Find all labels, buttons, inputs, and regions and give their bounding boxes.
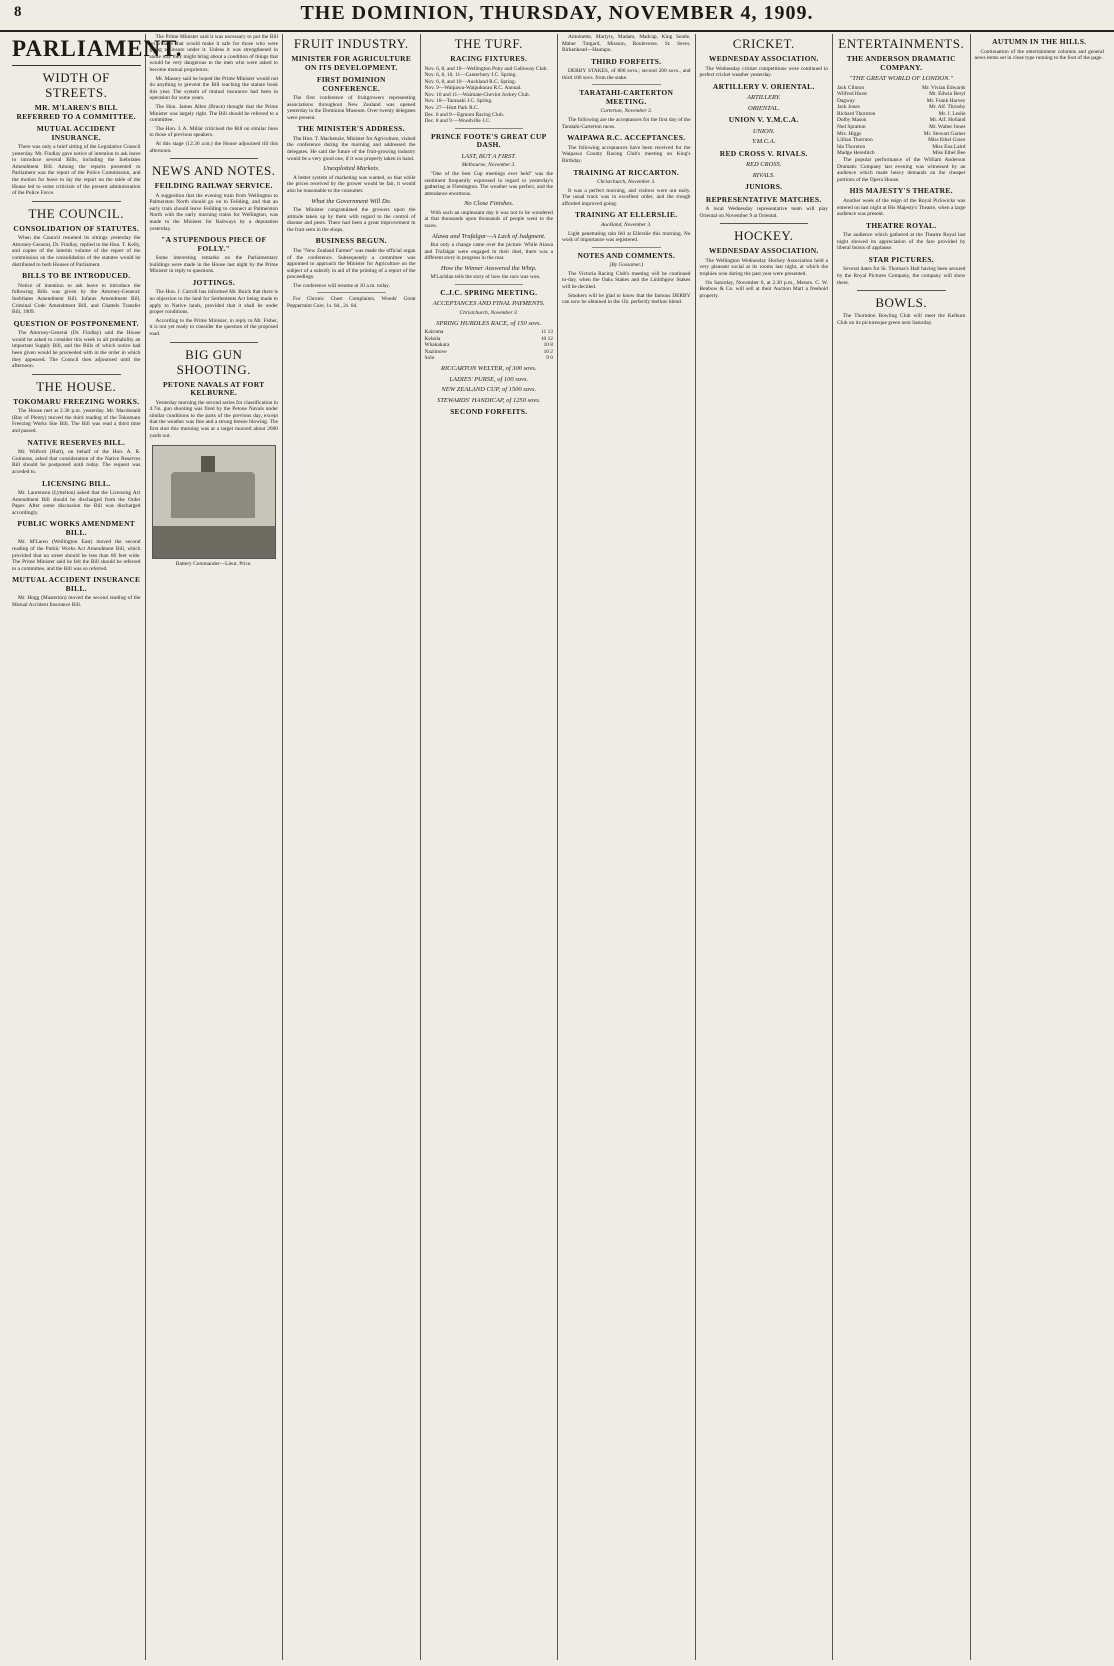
article-paragraph: The popular performance of the William Anderson Dramatic Company last evening was witnessed by an audience which made heavy demands on the cheaper portions of the Opera House. bbox=[837, 157, 966, 183]
fixture-item: Dec. 8 and 9.—Woodville J.C. bbox=[424, 118, 491, 125]
divider bbox=[592, 84, 661, 85]
team-name: RIVALS. bbox=[752, 171, 775, 179]
article-paragraph: There was only a brief sitting of the Legislative Council yesterday. Mr. Findlay gave notice of intention to ask leave to introduce several Bills, including the Inebriates Amendment Bill. Among the reports presented to Parliament was the report of the Police Commission, and the motion for leave to lay the report on the table of the House led to some criticism of the present administration of the Police Force. bbox=[12, 144, 141, 197]
divider bbox=[857, 290, 946, 291]
battery-photo bbox=[152, 445, 277, 559]
article-paragraph: At this stage (12.30 a.m.) the House adjourned till this afternoon. bbox=[149, 140, 278, 154]
team-name: ORIENTAL. bbox=[748, 104, 780, 112]
article-paragraph: When the Council resumed its sittings yesterday the Attorney-General, Dr. Findlay, replied to the Hon. T. Kelly, and copies of the interim volume of the report of the commission on the consolidation of the statutes would be distributed to both Houses of Parliament. bbox=[12, 235, 141, 268]
column-fruit-industry bbox=[283, 34, 421, 1660]
divider bbox=[592, 247, 661, 248]
fixture-item: Nov. 10 and 11—Waimate-Cheviot Jockey Club. bbox=[424, 91, 530, 98]
dateline: Melbourne, November 3. bbox=[461, 162, 516, 169]
race-title: LADIES' PURSE, of 100 sovs. bbox=[449, 375, 529, 383]
article-paragraph: The first conference of fruitgrowers representing associations throughout New Zealand was opened yesterday in the Dominion Museum. Over twenty delegates were present. bbox=[287, 95, 416, 121]
divider bbox=[317, 292, 386, 293]
column-continued bbox=[971, 34, 1109, 1660]
race-title: STEWARDS' HANDICAP, of 1250 sovs. bbox=[437, 396, 541, 404]
advertisement: On Saturday, November 6, at 2.30 p.m., Messrs. C. W. Benbow & Co. will sell at their Auction Mart a freehold property. bbox=[699, 279, 828, 299]
advertisement: Smokers will be glad to know that the famous DERBY can now be obtained in the 1lb. perfectly mellow blend. bbox=[562, 292, 691, 306]
article-paragraph: Mr. Massey said he hoped the Prime Minister would not do anything to prevent the Bill reaching the statute book this year. The system of mutual insurance had been in operation for some years. bbox=[149, 75, 278, 102]
match-title: RED CROSS V. RIVALS. bbox=[719, 148, 808, 158]
article-paragraph: M'Lachlan tells the story of how the race was won. bbox=[430, 274, 541, 281]
column-parliament-continued bbox=[146, 34, 284, 1660]
subhead-native-reserves: NATIVE RESERVES BILL. bbox=[27, 437, 126, 447]
subhead-consolidation: CONSOLIDATION OF STATUTES. bbox=[13, 223, 140, 233]
fixture-item: Nov. 18—Taranaki J.C. Spring. bbox=[424, 98, 493, 105]
team-name: Y.M.C.A. bbox=[752, 138, 776, 146]
subhead-second-forfeits: SECOND FORFEITS. bbox=[450, 407, 528, 417]
subhead-prince-foote: PRINCE FOOTE'S GREAT CUP DASH. bbox=[431, 131, 547, 150]
subhead-public-works: PUBLIC WORKS AMENDMENT BILL. bbox=[17, 519, 136, 537]
team-name: RED CROSS. bbox=[746, 161, 782, 169]
divider bbox=[720, 223, 809, 224]
subhead-bill-referred: MR. M'LAREN'S BILL REFERRED TO A COMMITTEE. bbox=[16, 103, 136, 121]
article-paragraph: A local Wednesday representative team will play Oriental on November 9 at Oriental. bbox=[699, 206, 828, 219]
masthead bbox=[0, 0, 1114, 32]
subhead-taratahi: TARATAHI-CARTERTON MEETING. bbox=[579, 88, 674, 106]
column-parliament bbox=[8, 34, 183, 1660]
divider bbox=[32, 374, 121, 375]
subhead-stupendous: "A STUPENDOUS PIECE OF FOLLY." bbox=[161, 235, 267, 253]
fixture-item: Nov. 27—Hutt Park R.C. bbox=[424, 105, 479, 112]
list-item: Madge Hereditch Miss Ethel Bee bbox=[837, 150, 966, 157]
list-item: Ida Thornton Miss Ena Laird bbox=[837, 143, 966, 150]
subhead-racing-fixtures: RACING FIXTURES. bbox=[450, 54, 528, 63]
article-paragraph: Some interesting remarks on the Parliamentary buildings were made in the House last night by the Prime Minister in reply to questions. bbox=[149, 255, 278, 275]
subhead-autumn: AUTUMN IN THE HILLS. bbox=[992, 37, 1087, 46]
article-paragraph: Yesterday morning the second series for classification in 4.7in. gun shooting was fired by the Petone Navals under similar conditions to the parts of the previous day, except that the weather was fine and a strong breeze blowing. The first shot this morning was at a target moored about 2000 yards out. bbox=[149, 399, 278, 439]
article-paragraph: Notice of intention to ask leave to introduce the following Bills was given by the Attorney-General: Inebriates Amendment Bill, Infants Amendment Bill, Criminal Code Amendment Bill, and Chattels Transfer Bill, 1909. bbox=[12, 282, 141, 316]
article-paragraph: Antoinette, Martyrs, Madam, Madcap, King Seatle, Maher Tutgard, Mission, Bouleverse, St. Sever, Birkenhead—Hautapu. bbox=[562, 34, 691, 54]
subhead-no-close-finishes: No Close Finishes. bbox=[464, 200, 514, 208]
article-paragraph: A better system of marketing was wanted, so that while the prices received by the grower would be fair, it would also be reasonable to the consumer. bbox=[287, 174, 416, 194]
team-name: ARTILLERY. bbox=[747, 94, 781, 102]
list-item: Dolby Mason Mr. Alf. Holland bbox=[837, 117, 966, 124]
list-item: Dagway Mr. Frank Harvey bbox=[837, 97, 966, 104]
article-paragraph: The Wellington Wednesday Hockey Association held a very pleasant social at its rooms last night, at which the trophies won during the past year were presented. bbox=[699, 257, 828, 278]
headline-the-council: THE COUNCIL. bbox=[28, 205, 125, 221]
subhead-his-majestys: HIS MAJESTY'S THEATRE. bbox=[849, 186, 953, 196]
column-turf-continued bbox=[558, 34, 696, 1660]
subhead-unexploited-markets: Unexploited Markets. bbox=[323, 165, 380, 173]
hurdles-table bbox=[425, 329, 554, 362]
article-paragraph: Mr. Laurenson (Lyttelton) asked that the Licensing Act Amendment Bill should be discharged from the Order Paper. After some discussion the Bill was discharged accordingly. bbox=[12, 490, 141, 516]
article-paragraph: Several dates for St. Thomas's Hall having been secured by the Royal Pictures Company, the company will show there. bbox=[837, 266, 966, 286]
article-paragraph: The audience which gathered at the Theatre Royal last night showed its appreciation of the fare provided by liberal bursts of applause. bbox=[837, 232, 966, 252]
article-paragraph: DERBY STAKES, of 800 sovs.; second 200 sovs., and third 100 sovs. from the stake. bbox=[562, 68, 691, 81]
subhead-representative: REPRESENTATIVE MATCHES. bbox=[705, 194, 822, 204]
column-the-turf bbox=[421, 34, 559, 1660]
subhead-last-but-first: LAST, BUT A FIRST. bbox=[461, 152, 516, 160]
headline-cricket: CRICKET. bbox=[732, 36, 795, 51]
list-item: Ned Spratton Mr. Walter Jones bbox=[837, 124, 966, 131]
subhead-hockey-wednesday: WEDNESDAY ASSOCIATION. bbox=[708, 246, 819, 256]
race-title: NEW ZEALAND CUP, of 1500 sovs. bbox=[441, 386, 537, 394]
headline-fruit-industry: FRUIT INDUSTRY. bbox=[293, 36, 409, 51]
divider bbox=[170, 158, 259, 159]
headline-the-house: THE HOUSE. bbox=[36, 378, 117, 394]
article-paragraph: Mr. M'Laren (Wellington East) moved the second reading of the Public Works Act Amendment Bill, which provided that no street should be less than 66 feet wide. The Prime Minister said he felt the Bill should be referred to a committee, and the Bill was so referred. bbox=[12, 539, 141, 572]
subhead-alawa-trafalgar: Alawa and Trafalgar—A Lack of Judgment. bbox=[431, 232, 546, 240]
article-paragraph: The Hon. J. Carroll has informed Mr. Buick that there is no objection to the land for Settlements Act being made to apply to Native lands, provided that it shall be under proper conditions. bbox=[149, 289, 278, 316]
article-paragraph: The Minister congratulated the growers upon the attitude taken up by them with regard to the control of disease and pests. There had been a great improvement in the fruit seen in the shops. bbox=[287, 207, 416, 233]
article-paragraph: The Wednesday cricket competitions were continued in perfect cricket weather yesterday. bbox=[699, 65, 828, 79]
subhead-cjc-spring: C.J.C. SPRING MEETING. bbox=[440, 287, 538, 297]
fixture-item: Dec. 8 and 9—Egmont Racing Club. bbox=[424, 111, 504, 118]
article-paragraph: The Attorney-General (Dr. Findlay) said the House would be asked to consider this week in all probability an important Supply Bill, and the Bills of which notice had been given would be proceeded with in the order in which they appeared. The Council then adjourned until the afternoon. bbox=[12, 330, 141, 370]
race-title: RICCARTON WELTER, of 300 sovs. bbox=[441, 365, 537, 373]
divider bbox=[32, 201, 121, 202]
divider bbox=[455, 284, 524, 285]
list-item: Jack Jones Mr. Alf. Throsby bbox=[837, 104, 966, 111]
advertisement: For Chronic Chest Complaints, Woods' Great Peppermint Cure, 1s. 6d., 2s. 6d. bbox=[287, 296, 416, 310]
headline-hockey: HOCKEY. bbox=[734, 228, 794, 244]
dateline: Christchurch, November 3. bbox=[597, 179, 656, 186]
article-paragraph: A suggestion that the evening train from Wellington to Palmerston North should go on to Feilding, and that an early train should leave Feilding to connect at Palmerston North with the early morning trains for Wellington, was made to the Minister for Railways by a deputation yesterday. bbox=[149, 192, 278, 232]
subhead-licensing: LICENSING BILL. bbox=[42, 478, 111, 488]
article-paragraph: According to the Prime Minister, in reply to Mr. Fisher, it is not yet ready to consider the question of the proposed road. bbox=[149, 317, 278, 337]
article-paragraph: Mr. Hogg (Masterton) moved the second reading of the Mutual Accident Insurance Bill. bbox=[12, 595, 141, 608]
article-paragraph: The Victoria Racing Club's meeting will be continued to-day, when the Oaks Stakes and the Linlithgow Stakes will be decided. bbox=[562, 270, 691, 290]
subhead-bills-introduced: BILLS TO BE INTRODUCED. bbox=[22, 271, 131, 281]
list-item: Jack Clinton Mr. Vivian Edwards bbox=[837, 84, 966, 91]
headline-bowls: BOWLS. bbox=[875, 295, 928, 311]
race-title: SPRING HURDLES RACE, of 150 sovs. bbox=[436, 319, 542, 327]
subhead-training-riccarton: TRAINING AT RICCARTON. bbox=[573, 167, 680, 177]
subhead-notes-comments: NOTES AND COMMENTS. bbox=[577, 250, 676, 260]
subhead-question-postponement: QUESTION OF POSTPONEMENT. bbox=[13, 318, 139, 328]
subhead-mutual-insurance: MUTUAL ACCIDENT INSURANCE. bbox=[36, 124, 116, 142]
article-paragraph: The following are the acceptances for the first day of the Taratahi-Carterton races. bbox=[562, 117, 691, 130]
list-item: Wilfred Hurst Mr. Edwin Beryl bbox=[837, 91, 966, 98]
subhead-winner-whip: How the Winner Answered the Whip. bbox=[440, 264, 537, 272]
subhead-anderson-company: THE ANDERSON DRAMATIC COMPANY. bbox=[846, 54, 956, 72]
table-row: Kairoma 11 13 bbox=[424, 329, 553, 336]
list-item: Lillian Thornton Miss Ethel Grace bbox=[837, 137, 966, 144]
list-item: Richard Thornton Mr. J. Leslie bbox=[837, 110, 966, 117]
article-paragraph: The Hon. J. A. Millar criticised the Bill on similar lines to those of previous speakers. bbox=[149, 125, 278, 139]
section-banner-parliament: PARLIAMENT. bbox=[12, 36, 141, 66]
article-paragraph: The House met at 2.30 p.m. yesterday. Mr. Macdonald (Bay of Plenty) moved the third reading of the Tokomaru Freezing Works Site Bill. The Bill was read a third time and passed. bbox=[12, 408, 141, 435]
headline-the-turf: THE TURF. bbox=[454, 36, 523, 51]
headline-entertainments: ENTERTAINMENTS. bbox=[838, 36, 965, 51]
cast-list bbox=[837, 85, 966, 158]
article-paragraph: Mr. Wilford (Hutt), on behalf of the Hon. A. R. Guinness, asked that consideration of the Native Reserves Bill should be postponed until today. The request was acceded to. bbox=[12, 449, 141, 475]
article-paragraph: The Hon. T. Mackenzie, Minister for Agriculture, visited the conference during the morning and addressed the delegates. He said the future of the fruit-growing industry would be a very good one, if it was properly taken in hand. bbox=[287, 135, 416, 162]
page-columns bbox=[8, 34, 1108, 1660]
subhead-government-will-do: What the Government Will Do. bbox=[311, 197, 392, 205]
subhead-acceptances: ACCEPTANCES AND FINAL PAYMENTS. bbox=[432, 300, 545, 308]
list-item: Mrs. Higgs Mr. Stewart Garner bbox=[837, 130, 966, 137]
article-paragraph: The Hon. James Allen (Bruce) thought that the Prime Minister was largely right. The Bill should be referred to a committee. bbox=[149, 103, 278, 124]
team-name: UNION. bbox=[752, 127, 775, 135]
headline-big-gun-shooting: BIG GUN SHOOTING. bbox=[176, 346, 251, 377]
article-paragraph: The Thorndon Bowling Club will meet the Kelburn Club on its picturesque green next Saturday. bbox=[837, 313, 966, 326]
article-paragraph: Continuation of the entertainment columns and general news items set in close type running to the foot of the page. bbox=[974, 48, 1104, 62]
play-title: "THE GREAT WORLD OF LONDON." bbox=[849, 75, 953, 82]
article-paragraph: The conference will resume at 10 a.m. today. bbox=[293, 282, 390, 289]
subhead-ministers-address: THE MINISTER'S ADDRESS. bbox=[297, 124, 405, 134]
subhead-business-begun: BUSINESS BEGUN. bbox=[315, 236, 387, 246]
divider bbox=[170, 342, 259, 343]
article-paragraph: Another week of the reign of the Royal Pickwicks was entered on last night at His Majesty's Theatre, when a large audience was present. bbox=[837, 197, 966, 218]
fixture-item: Nov. 6, 8, and 10—Auckland R.C. Spring. bbox=[424, 78, 517, 85]
article-paragraph: But only a change came over the picture. While Alawa and Trafalgar were engaged in their duel, there was a different story in progress in the rear. bbox=[424, 242, 553, 262]
subhead-tokomaru: TOKOMARU FREEZING WORKS. bbox=[13, 396, 140, 406]
divider bbox=[455, 128, 524, 129]
fixture-item: Nov. 6, 8, 10, 11—Canterbury J.C. Spring. bbox=[424, 72, 517, 79]
article-paragraph: With such an unpleasant day it was not to be wondered at that thousands upon thousands of people went to the races. bbox=[424, 209, 553, 229]
match-title: UNION V. Y.M.C.A. bbox=[728, 115, 799, 125]
fixture-item: Nov. 6, 8, and 10—Wellington Pony and Galloway Club. bbox=[424, 65, 548, 72]
table-row: Kelaria 10 12 bbox=[424, 335, 553, 342]
byline: [By Gossamer.] bbox=[609, 262, 644, 269]
match-title: ARTILLERY V. ORIENTAL. bbox=[712, 81, 815, 91]
subhead-petone-navals: PETONE NAVALS AT FORT KELBURNE. bbox=[163, 379, 265, 398]
fixture-item: Nov. 9—Waipawa-Waipukurau R.C. Annual. bbox=[424, 85, 522, 92]
article-paragraph: Light penetrating rain fell at Ellerslie this morning. No work of importance was registered. bbox=[562, 230, 691, 244]
subhead-third-forfeits: THIRD FORFEITS. bbox=[591, 56, 662, 66]
subhead-training-ellerslie: TRAINING AT ELLERSLIE. bbox=[575, 210, 678, 220]
column-cricket bbox=[696, 34, 834, 1660]
subhead-waipawa: WAIPAWA R.C. ACCEPTANCES. bbox=[567, 133, 686, 143]
headline-news-and-notes: NEWS AND NOTES. bbox=[152, 163, 276, 179]
article-paragraph: The "New Zealand Farmer" was made the official organ of the conference. Subsequently a committee was appointed to approach the Minister for Agriculture on the subject of a subsidy in aid of the printing of a report of the proceedings. bbox=[287, 247, 416, 281]
subhead-wednesday-association: WEDNESDAY ASSOCIATION. bbox=[708, 54, 819, 63]
article-paragraph: The following acceptances have been received for the Waipawa County Racing Club's meeting on King's Birthday. bbox=[562, 144, 691, 164]
dateline: Auckland, November 3. bbox=[600, 221, 652, 228]
subhead-minister-agriculture: MINISTER FOR AGRICULTURE ON ITS DEVELOPMENT. bbox=[291, 54, 412, 72]
subhead-theatre-royal: THEATRE ROYAL. bbox=[866, 220, 937, 230]
subhead-juniors: JUNIORS. bbox=[745, 182, 783, 192]
article-paragraph: It was a perfect morning, and visitors were out early. The usual track was in excellent order, and the trough afforded improved going. bbox=[562, 187, 691, 207]
table-row: Whakakura 10 8 bbox=[424, 342, 553, 349]
dateline: Carterton, November 3. bbox=[600, 108, 652, 115]
article-paragraph: The Prime Minister said it was necessary to put the Bill on a basis that would make it safe for those who were going to insure under it. Unless it was strengthened in some way they might bring about a condition of things that would be very dangerous to the men who were asked to become mutual proprietors. bbox=[149, 34, 278, 73]
page-number: 8 bbox=[14, 4, 22, 20]
subhead-feilding: FEILDING RAILWAY SERVICE. bbox=[154, 181, 273, 191]
photo-caption: Battery Commander—Lieut. Price. bbox=[175, 561, 252, 568]
table-row: Nazimove 10 2 bbox=[424, 348, 553, 355]
table-row: Solo 9 0 bbox=[424, 355, 553, 362]
subhead-star-pictures: STAR PICTURES. bbox=[868, 254, 934, 264]
subhead-jottings: JOTTINGS. bbox=[192, 277, 235, 287]
subhead-first-conference: FIRST DOMINION CONFERENCE. bbox=[316, 75, 386, 93]
dateline: Christchurch, November 3. bbox=[459, 309, 518, 316]
headline-width-of-streets: WIDTH OF STREETS. bbox=[42, 70, 110, 100]
fixture-list bbox=[425, 66, 554, 125]
article-paragraph: "One of the best Cup meetings ever held" was the sentiment frequently expressed in regard to yesterday's gathering at Flemington. The weather was perfect, and the attendance enormous. bbox=[424, 170, 553, 197]
subhead-mutual-insurance-bill: MUTUAL ACCIDENT INSURANCE BILL. bbox=[12, 575, 141, 593]
column-entertainments bbox=[833, 34, 971, 1660]
newspaper-title: THE DOMINION, THURSDAY, NOVEMBER 4, 1909. bbox=[300, 2, 814, 24]
